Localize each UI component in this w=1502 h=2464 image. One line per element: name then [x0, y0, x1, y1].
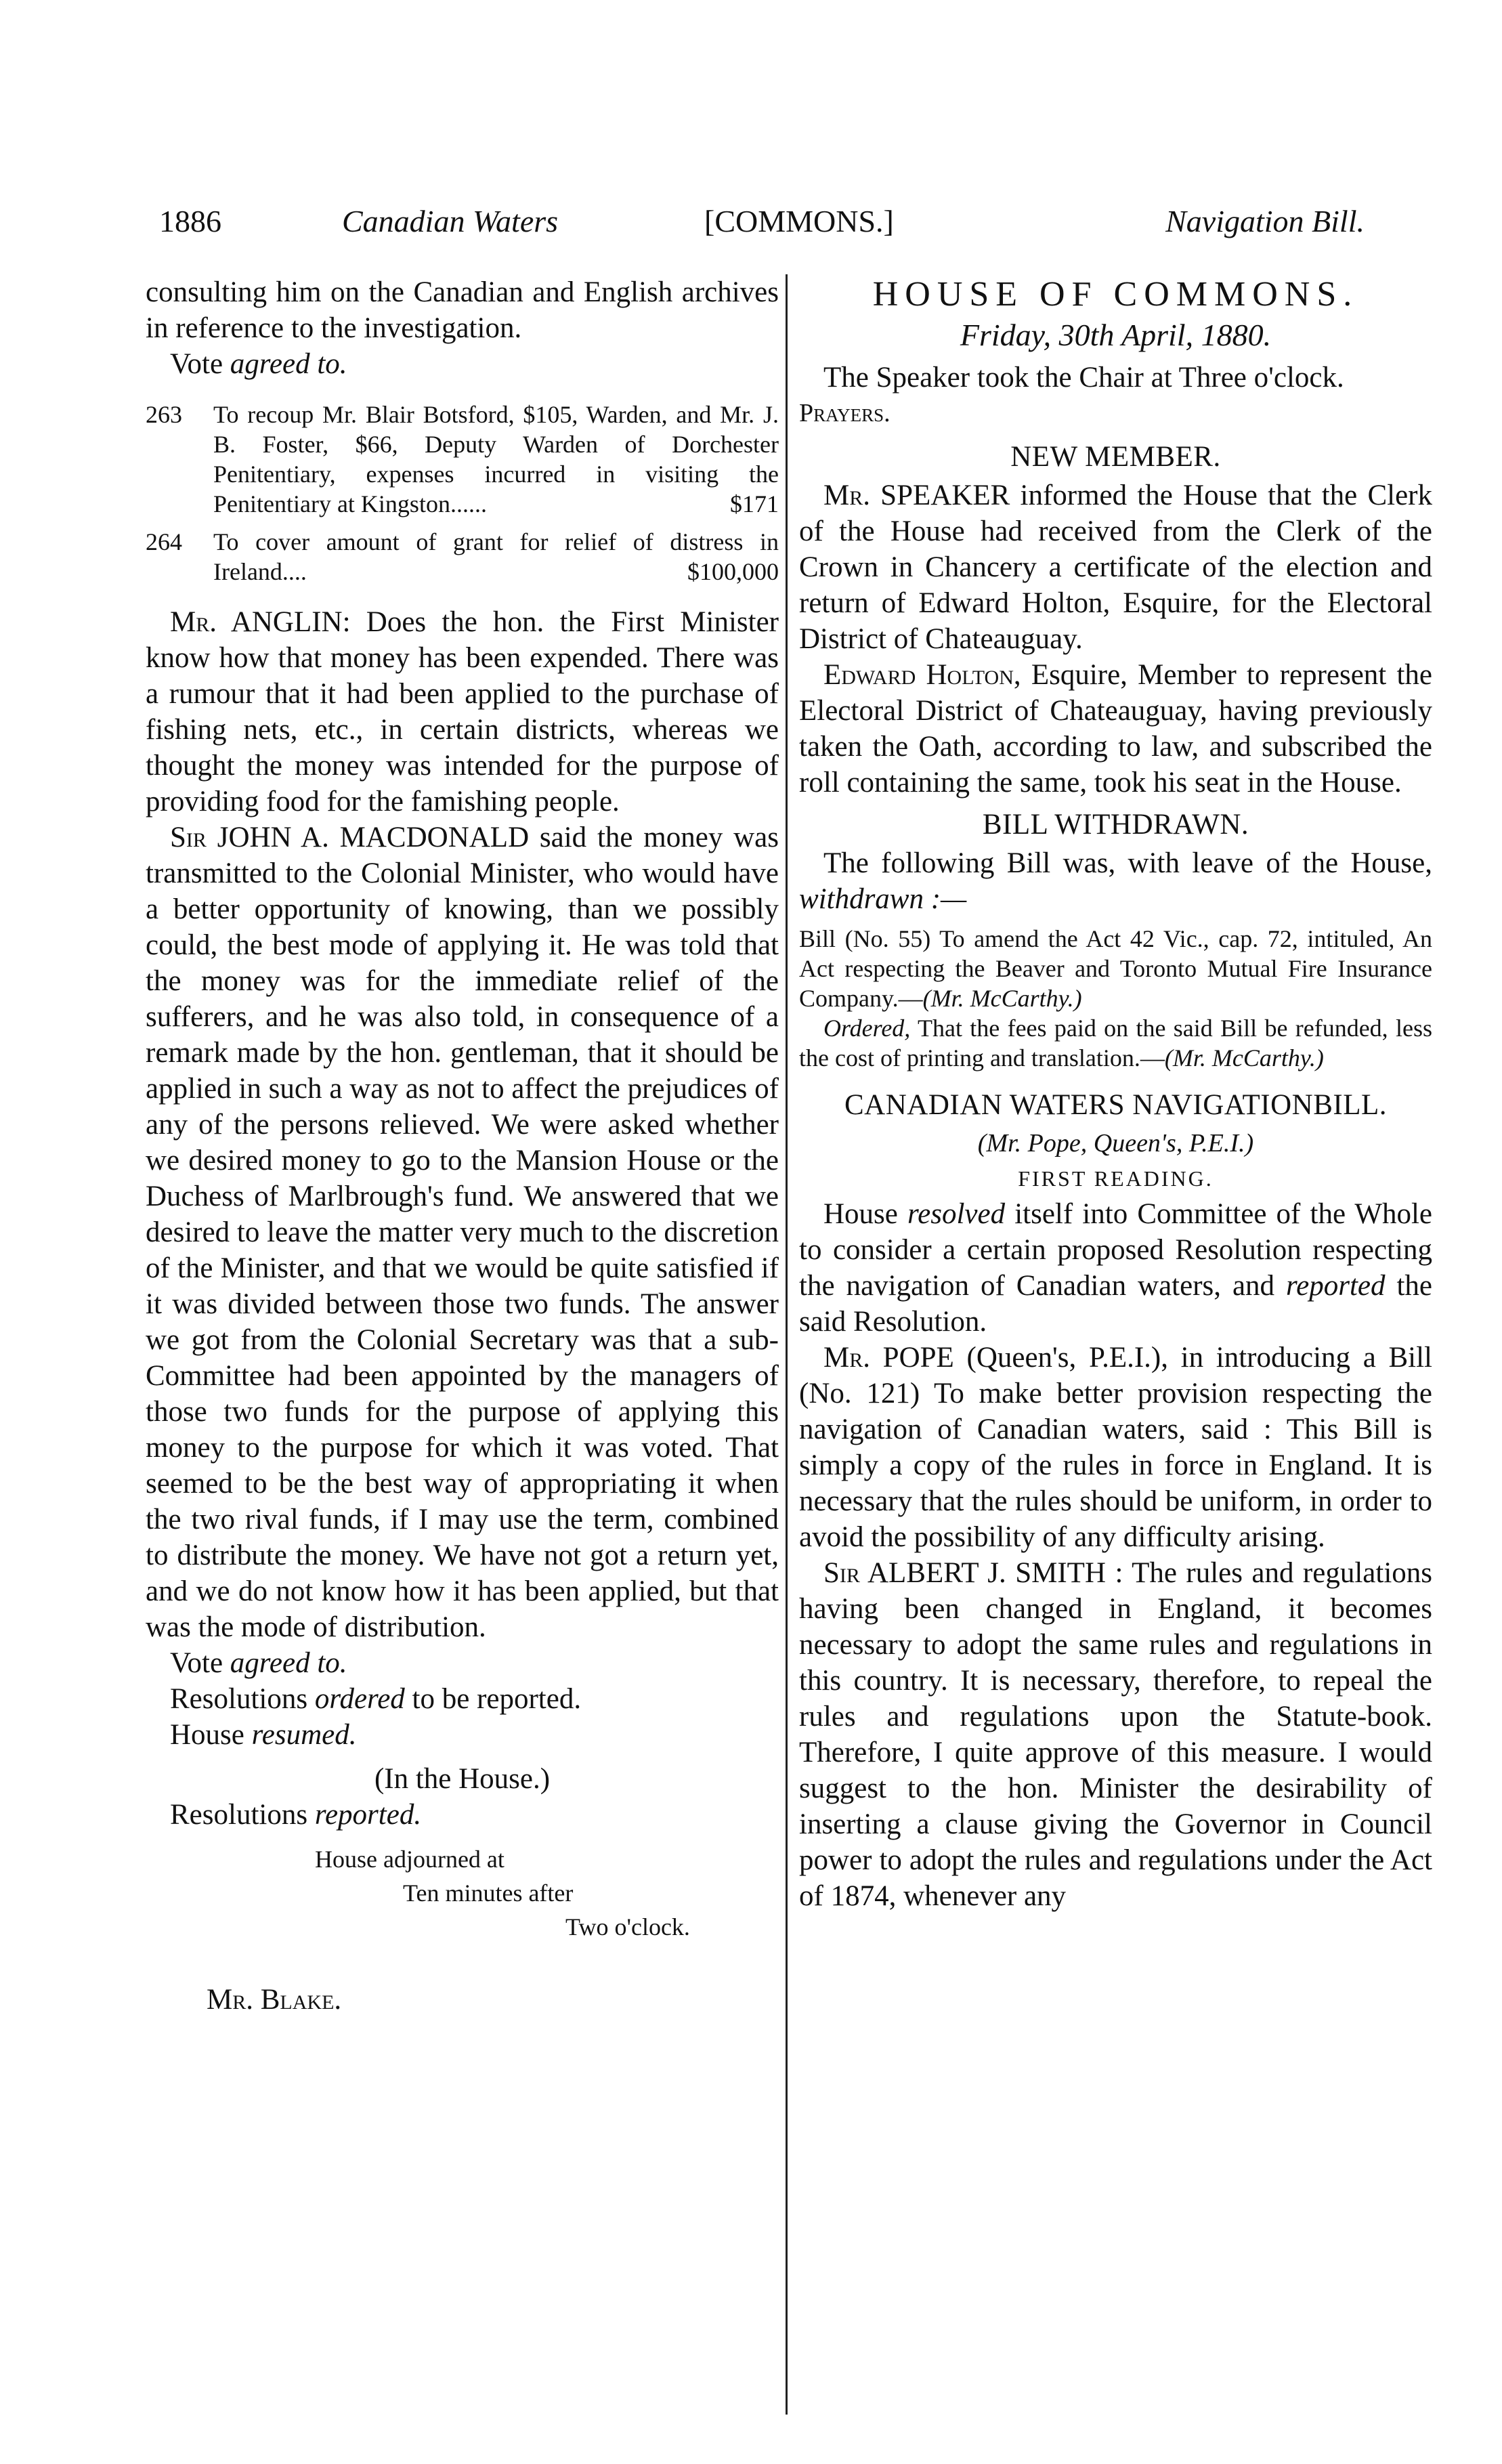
running-title-left: Canadian Waters [342, 204, 559, 238]
left-column [146, 274, 779, 2018]
paragraph-withdrawn: The following Bill was, with leave of the House, withdrawn :— [799, 847, 1432, 915]
house-resumed: House resumed. [170, 1719, 357, 1751]
page-header [159, 203, 1365, 244]
right-column [799, 274, 1432, 1914]
item-number: 263 [146, 401, 182, 428]
vote-agreed-2: Vote agreed to. [170, 1647, 347, 1679]
running-title-center: [COMMONS.] [704, 204, 894, 238]
adjourned-line-3: Two o'clock. [565, 1913, 690, 1940]
speaker-took-chair: The Speaker took the Chair at Three o'clock. [823, 362, 1344, 394]
bill-55: Bill (No. 55) To amend the Act 42 Vic., cap. 72, intituled, An Act respecting the Beaver and Toronto Mutual Fire Insurance Company.—(Mr. McCarthy.) [799, 925, 1432, 1012]
speaker-blake: Mr. Blake. [207, 1984, 342, 2016]
vote-agreed-1: Vote agreed to. [170, 348, 347, 380]
member-name: Edward Holton [823, 659, 1014, 691]
house-title: HOUSE OF COMMONS. [872, 275, 1359, 314]
estimate-item-264 [146, 527, 779, 587]
speaker-name: Mr. POPE [823, 1342, 954, 1374]
sitting-date: Friday, 30th April, 1880. [960, 318, 1272, 352]
adjourned-line-2: Ten minutes after [403, 1879, 574, 1907]
speaker-name: Sir JOHN A. MACDONALD [170, 822, 530, 853]
paragraph-holton: Edward Holton, Esquire, Member to represent the Electoral District of Chateauguay, having previously taken the Oath, according to law, and subscribed the roll containing the same, took his seat in the House. [799, 659, 1432, 799]
ordered-fees: Ordered, That the fees paid on the said Bill be refunded, less the cost of printing and translation.—(Mr. McCarthy.) [799, 1015, 1432, 1071]
resolutions-reported: Resolutions reported. [170, 1799, 422, 1831]
speech-pope: Mr. POPE (Queen's, P.E.I.), in introducing a Bill (No. 121) To make better provision respecting the navigation of Canadian waters, said : This Bill is simply a copy of the rules in force in England. It is necessary that the rules should be uniform, in order to avoid the possibility of any difficulty arising. [799, 1342, 1432, 1553]
speech-speaker: Mr. SPEAKER informed the House that the Clerk of the House had received from the Clerk of the Crown in Chancery a certificate of the election and return of Edward Holton, Esquire, for the Electoral District of Chateauguay. [799, 480, 1432, 655]
speaker-name: Mr. SPEAKER [823, 480, 1010, 511]
resolutions-ordered: Resolutions ordered to be reported. [170, 1683, 582, 1715]
speaker-name: Mr. ANGLIN [170, 606, 343, 638]
running-title-right: Navigation Bill. [1165, 204, 1365, 238]
bill-sponsor: (Mr. Pope, Queen's, P.E.I.) [977, 1129, 1254, 1157]
speech-macdonald: Sir JOHN A. MACDONALD said the money was transmitted to the Colonial Minister, who would have a better opportunity of knowing, than we possibly could, the best mode of applying it. He was told that the money was for the immediate relief of the sufferers, and he was also told, in consequence of a remark made by the hon. gentleman, that it should be applied in such a way as not to affect the prejudices of any of the persons relieved. We were asked whether we desired money to go to the Mansion House or the Duchess of Marlbrough's fund. We answered that we desired to leave the matter very much to the discretion of the Minister, and that we would be quite satisfied if it was divided between those two funds. The answer we got from the Colonial Secretary was that a sub-Committee had been appointed by the managers of those two funds for the purpose of applying this money to the purpose for which it was voted. That seemed to be the best way of appropriating it when the two rival funds, if I may use the term, combined to distribute the money. We have not got a return yet, and we do not know how it has been applied, but that was the mode of distribution. [146, 822, 779, 1643]
column-divider [786, 274, 788, 2415]
estimate-item-263 [146, 400, 779, 519]
speech-anglin: Mr. ANGLIN: Does the hon. the First Minister know how that money has been expended. There was a rumour that it had been applied to the purchase of fishing nets, etc., in certain districts, whereas we thought the money was intended for the purpose of providing food for the famishing people. [146, 606, 779, 817]
item-text: To recoup Mr. Blair Botsford, $105, Warden, and Mr. J. B. Foster, $66, Deputy Warden of Dorchester Penitentiary, expenses incurred in visiting the Penitentiary at Kingston...... [213, 401, 779, 517]
first-reading: FIRST READING. [1018, 1166, 1214, 1191]
heading-bill-withdrawn: BILL WITHDRAWN. [982, 809, 1249, 841]
adjourned-line-1: House adjourned at [315, 1846, 505, 1873]
in-the-house: (In the House.) [374, 1763, 551, 1795]
heading-new-member: NEW MEMBER. [1010, 441, 1221, 473]
speech-smith: Sir ALBERT J. SMITH : The rules and regulations having been changed in England, it becomes necessary to adopt the same rules and regulations in this country. It is necessary, therefore, to repeal the rules and regulations upon the Statute-book. Therefore, I quite approve of this measure. I would suggest to the hon. Minister the desirability of inserting a clause giving the Governor in Council power to adopt the rules and regulations under the Act of 1874, whenever any [799, 1557, 1432, 1912]
item-number: 264 [146, 528, 182, 555]
item-amount: $100,000 [687, 558, 779, 585]
speaker-name: Sir ALBERT J. SMITH [823, 1557, 1107, 1589]
heading-canadian-waters-navigation-bill: CANADIAN WATERS NAVIGATIONBILL. [844, 1089, 1388, 1121]
prayers: Prayers. [799, 399, 891, 427]
item-text: To cover amount of grant for relief of distress in Ireland.... [213, 528, 779, 585]
paragraph-consulting: consulting him on the Canadian and English archives in reference to the investigation. [146, 276, 779, 344]
page-number: 1886 [159, 204, 221, 238]
paragraph-committee: House resolved itself into Committee of the Whole to consider a certain proposed Resolution respecting the navigation of Canadian waters, and reported the said Resolution. [799, 1198, 1432, 1338]
item-amount: $171 [730, 490, 779, 517]
